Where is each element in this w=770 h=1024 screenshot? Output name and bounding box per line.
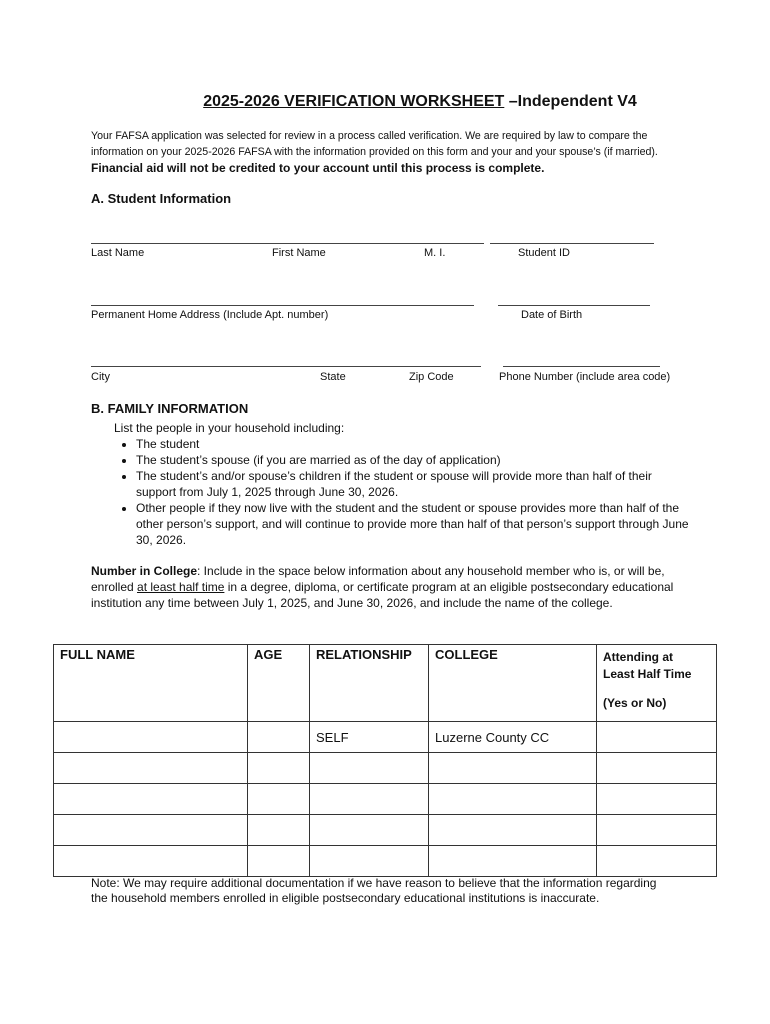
section-b-heading: B. FAMILY INFORMATION bbox=[91, 401, 249, 416]
age-cell[interactable] bbox=[248, 753, 310, 784]
header-full-name: FULL NAME bbox=[54, 645, 248, 722]
page-title bbox=[0, 93, 770, 111]
header-attending-line1: Attending at bbox=[603, 650, 673, 664]
age-cell[interactable] bbox=[248, 722, 310, 753]
header-age: AGE bbox=[248, 645, 310, 722]
attending-cell[interactable] bbox=[597, 722, 717, 753]
documentation-note: Note: We may require additional documentation if we have reason to believe that the information regarding the household members enrolled in eligible postsecondary educational institutions is inaccurate. bbox=[91, 876, 657, 905]
household-college-table bbox=[53, 644, 717, 877]
list-item: • Other people if they now live with the student and the student or spouse provides more than half of the other person’s support, and will continue to provide more than half of that person’s support through June 30, 2026. bbox=[136, 500, 694, 548]
header-attending-line3: (Yes or No) bbox=[603, 696, 667, 710]
header-attending bbox=[597, 645, 717, 722]
city-label: City bbox=[91, 371, 110, 383]
first-name-label: First Name bbox=[272, 247, 326, 259]
table-row bbox=[54, 784, 717, 815]
intro-bold: Financial aid will not be credited to your account until this process is complete. bbox=[91, 161, 545, 175]
full-name-cell[interactable] bbox=[54, 722, 248, 753]
household-list bbox=[114, 420, 694, 548]
table-row bbox=[54, 722, 717, 753]
attending-cell[interactable] bbox=[597, 784, 717, 815]
zip-label: Zip Code bbox=[409, 371, 454, 383]
age-cell[interactable] bbox=[248, 846, 310, 877]
dob-label: Date of Birth bbox=[521, 309, 583, 321]
address-label: Permanent Home Address (Include Apt. number) bbox=[91, 309, 329, 321]
attending-cell[interactable] bbox=[597, 846, 717, 877]
phone-line[interactable] bbox=[503, 366, 660, 367]
last-name-label: Last Name bbox=[91, 247, 145, 259]
list-item: • The student bbox=[136, 436, 694, 452]
college-cell[interactable] bbox=[429, 753, 597, 784]
relationship-cell[interactable] bbox=[310, 846, 429, 877]
college-cell[interactable] bbox=[429, 846, 597, 877]
list-intro: List the people in your household including: bbox=[114, 421, 345, 435]
half-time-underlined: at least half time bbox=[137, 580, 225, 594]
header-relationship: RELATIONSHIP bbox=[310, 645, 429, 722]
full-name-cell[interactable] bbox=[54, 846, 248, 877]
relationship-cell[interactable]: SELF bbox=[310, 722, 429, 753]
table-header-row bbox=[54, 645, 717, 722]
city-state-zip-line[interactable] bbox=[91, 366, 481, 367]
age-cell[interactable] bbox=[248, 815, 310, 846]
college-cell[interactable]: Luzerne County CC bbox=[429, 722, 597, 753]
age-cell[interactable] bbox=[248, 784, 310, 815]
state-label: State bbox=[320, 371, 346, 383]
full-name-cell[interactable] bbox=[54, 815, 248, 846]
dob-line[interactable] bbox=[498, 305, 650, 306]
student-id-line[interactable] bbox=[490, 243, 654, 244]
attending-cell[interactable] bbox=[597, 753, 717, 784]
title-suffix: –Independent V4 bbox=[504, 93, 637, 110]
intro-text: Your FAFSA application was selected for review in a process called verification. We are required by law to compare the information on your 2025-2026 FAFSA with the information provided on this form and your and your spouse’s (if married). bbox=[91, 130, 658, 158]
full-name-cell[interactable] bbox=[54, 784, 248, 815]
college-cell[interactable] bbox=[429, 784, 597, 815]
college-text-1: : Include in the space below information about any household member who is, or will be, enrolled bbox=[91, 564, 665, 594]
relationship-cell[interactable] bbox=[310, 753, 429, 784]
title-main: 2025-2026 VERIFICATION WORKSHEET bbox=[203, 93, 505, 110]
section-a-heading: A. Student Information bbox=[91, 191, 232, 206]
household-bullets bbox=[114, 436, 694, 548]
list-item: • The student’s spouse (if you are married as of the day of application) bbox=[136, 452, 694, 468]
college-cell[interactable] bbox=[429, 815, 597, 846]
number-in-college-label: Number in College bbox=[91, 564, 198, 578]
table-row bbox=[54, 815, 717, 846]
intro-paragraph bbox=[91, 128, 691, 177]
attending-cell[interactable] bbox=[597, 815, 717, 846]
full-name-cell[interactable] bbox=[54, 753, 248, 784]
mi-label: M. I. bbox=[424, 247, 446, 259]
name-line[interactable] bbox=[91, 243, 484, 244]
table-row bbox=[54, 753, 717, 784]
header-college: COLLEGE bbox=[429, 645, 597, 722]
phone-label: Phone Number (include area code) bbox=[499, 371, 671, 383]
number-in-college-paragraph bbox=[91, 563, 681, 611]
relationship-cell[interactable] bbox=[310, 815, 429, 846]
address-line[interactable] bbox=[91, 305, 474, 306]
relationship-cell[interactable] bbox=[310, 784, 429, 815]
college-text-2: in a degree, diploma, or certificate program at an eligible postsecondary educational institution any time between July 1, 2025, and June 30, 2026, and include the name of the college. bbox=[91, 580, 674, 610]
list-item: • The student’s and/or spouse’s children if the student or spouse will provide more than half of their support from July 1, 2025 through June 30, 2026. bbox=[136, 468, 694, 500]
table-row bbox=[54, 846, 717, 877]
student-id-label: Student ID bbox=[518, 247, 570, 259]
header-attending-line2: Least Half Time bbox=[603, 667, 692, 681]
